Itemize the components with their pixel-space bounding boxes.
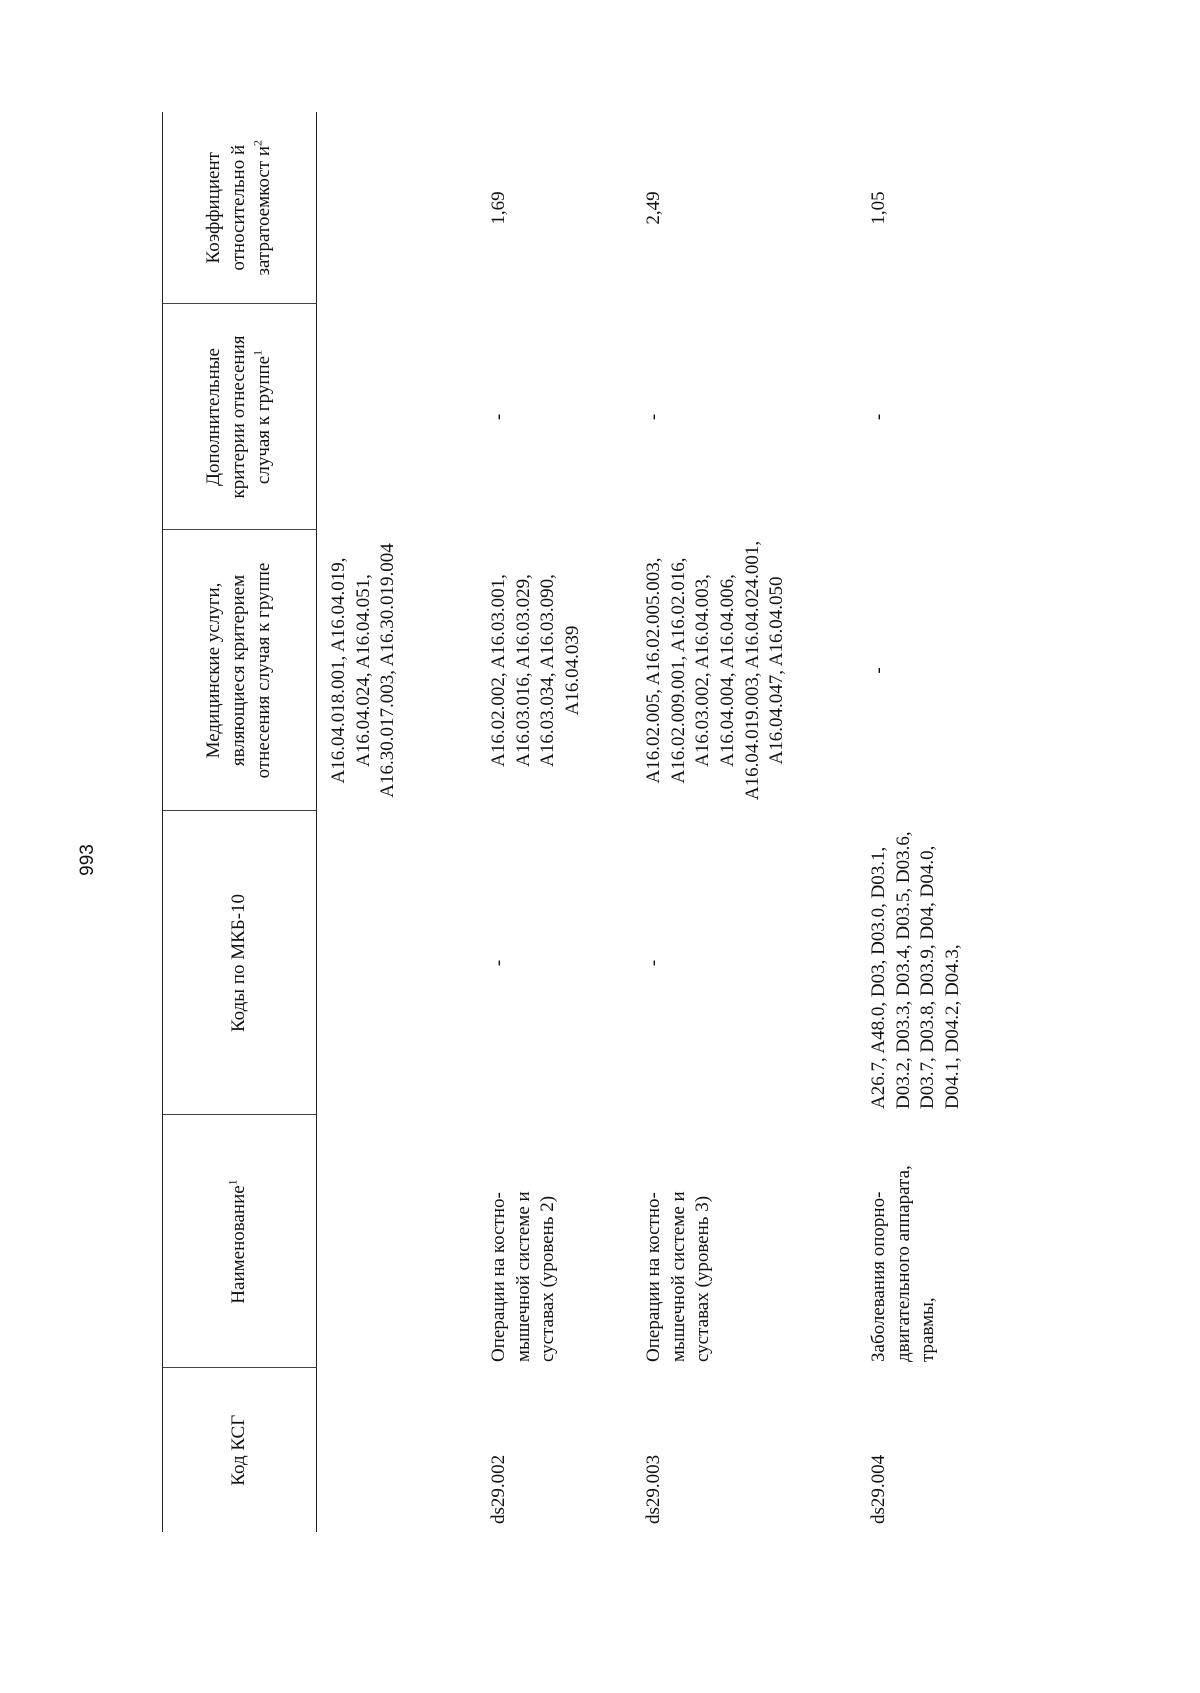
ksg-table <box>162 112 1017 1532</box>
cell-icd-codes <box>317 811 478 1115</box>
cell-name <box>317 1115 478 1368</box>
table-header-row <box>163 112 317 1532</box>
cell-coefficient: 2,49 <box>643 191 664 225</box>
cell-ksg-code <box>317 1368 478 1532</box>
cell-coefficient <box>317 112 478 304</box>
footnote-mark: 1 <box>225 1179 240 1186</box>
header-icd-codes: Коды по МКБ-10 <box>163 811 317 1115</box>
cell-medical-services: - <box>868 667 889 674</box>
cell-medical-services: A16.04.018.001, A16.04.019, A16.04.024, A16.04.051, A16.30.017.003, A16.30.019.004 <box>328 543 399 798</box>
table-row <box>477 112 632 1532</box>
cell-coefficient: 1,05 <box>868 191 889 225</box>
cell-icd-codes: - <box>488 959 509 967</box>
cell-ksg-code: ds29.004 <box>868 1454 889 1524</box>
cell-ksg-code: ds29.003 <box>643 1454 664 1524</box>
cell-name: Операции на костно-мышечной системе и суставах (уровень 2) <box>488 1191 559 1362</box>
cell-medical-services: A16.02.005, A16.02.005.003, A16.02.009.001, A16.02.016, A16.03.002, A16.04.003, A16.04.004, A16.04.006, A16.04.019.003, A16.04.024.001, A16.04.047, A16.04.050 <box>643 540 788 801</box>
header-coefficient: Коэффициент относительно й затратоемкост $и^2$ <box>163 112 317 304</box>
header-name: Наименование$^1$ <box>163 1115 317 1368</box>
page-number: 993 <box>77 844 98 876</box>
cell-name: Операции на костно-мышечной системе и суставах (уровень 3) <box>643 1191 714 1362</box>
footnote-mark: 1 <box>250 349 265 356</box>
cell-coefficient: 1,69 <box>488 191 509 225</box>
header-additional-criteria: Дополнительные критерии отнесения случая к группе$^1$ <box>163 304 317 530</box>
cell-icd-codes: - <box>643 959 664 967</box>
cell-name: Заболевания опорно-двигательного аппарата, травмы, <box>868 1165 939 1362</box>
cell-additional-criteria <box>317 304 478 530</box>
cell-icd-codes: A26.7, A48.0, D03, D03.0, D03.1, D03.2, D03.3, D03.4, D03.5, D03.6, D03.7, D03.8, D03.9, D04, D04.0, D04.1, D04.2, D04.3, <box>868 831 964 1109</box>
cell-additional-criteria: - <box>643 413 664 421</box>
header-ksg-code: Код КСГ <box>163 1368 317 1532</box>
cell-additional-criteria: - <box>488 413 509 421</box>
cell-ksg-code: ds29.002 <box>488 1454 509 1524</box>
cell-additional-criteria: - <box>868 413 889 421</box>
table-row <box>632 112 857 1532</box>
rotated-table-wrapper <box>162 112 1022 1532</box>
table-row <box>857 112 1017 1532</box>
cell-medical-services: A16.02.002, A16.03.001, A16.03.016, A16.03.029, A16.03.034, A16.03.090, A16.04.039 <box>488 574 584 767</box>
header-medical-services: Медицинские услуги, являющиеся критерием отнесения случая к группе <box>163 530 317 811</box>
footnote-mark: 2 <box>250 139 265 146</box>
table-row <box>317 112 478 1532</box>
